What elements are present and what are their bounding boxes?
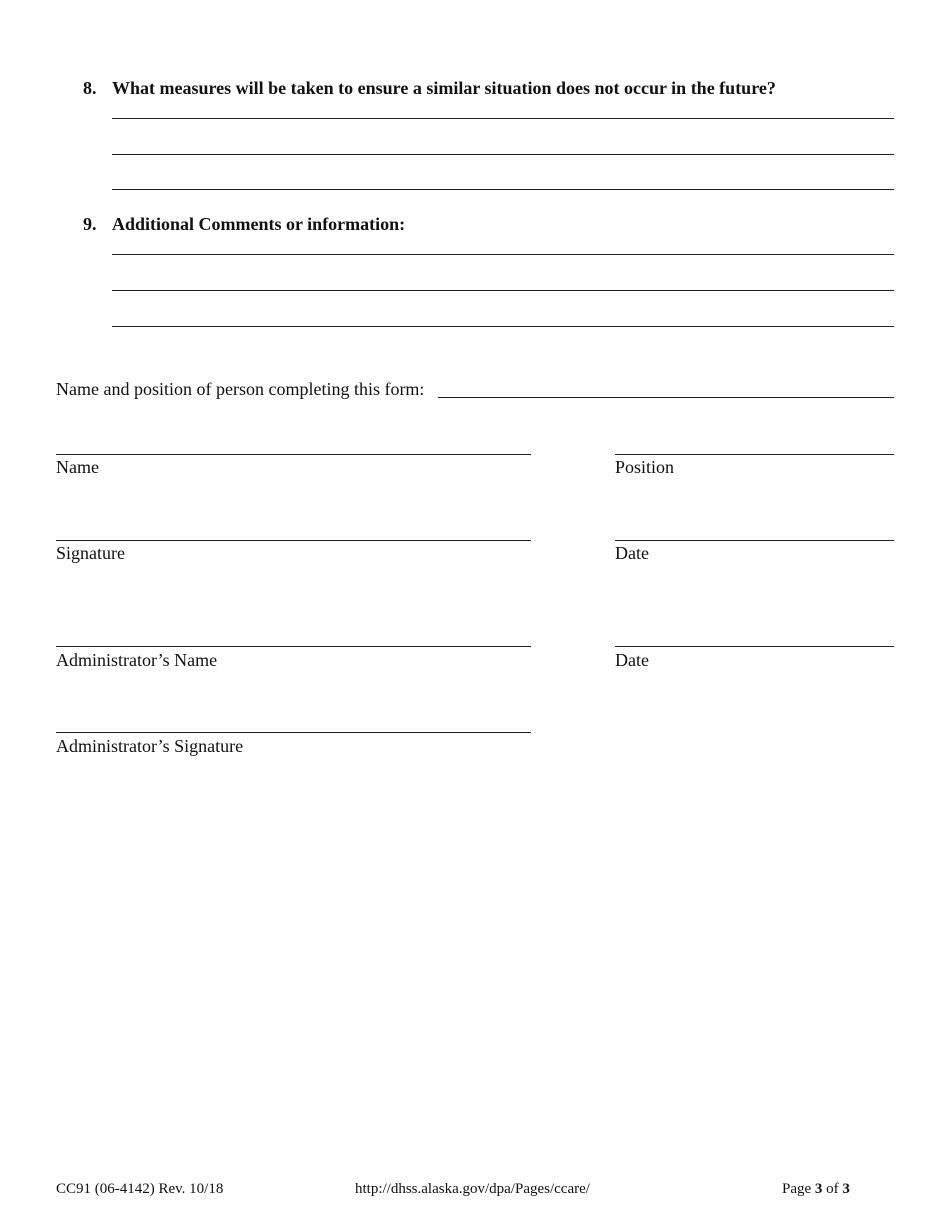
page-of: of: [826, 1181, 839, 1197]
footer-url: http://dhss.alaska.gov/dpa/Pages/ccare/: [355, 1181, 590, 1197]
position-label: Position: [615, 457, 675, 477]
signature-label: Signature: [56, 543, 125, 563]
page-total: 3: [842, 1181, 850, 1197]
date-field-line[interactable]: [615, 540, 894, 541]
admin-date-label: Date: [615, 650, 649, 670]
completer-field-line[interactable]: [438, 397, 894, 398]
question-8-text: What measures will be taken to ensure a similar situation does not occur in the future?: [112, 78, 776, 98]
question-9-number: 9.: [83, 214, 97, 234]
admin-name-field-line[interactable]: [56, 646, 531, 647]
admin-signature-label: Administrator’s Signature: [56, 736, 244, 756]
admin-name-label: Administrator’s Name: [56, 650, 218, 670]
signature-field-line[interactable]: [56, 540, 531, 541]
name-field-line[interactable]: [56, 454, 531, 455]
date-label: Date: [615, 543, 649, 563]
name-label: Name: [56, 457, 99, 477]
footer-form-id: CC91 (06-4142) Rev. 10/18: [56, 1181, 224, 1197]
answer-line-8-1[interactable]: [112, 118, 894, 119]
answer-line-9-3[interactable]: [112, 326, 894, 327]
page-prefix: Page: [782, 1181, 812, 1197]
answer-line-9-1[interactable]: [112, 254, 894, 255]
answer-line-8-3[interactable]: [112, 189, 894, 190]
admin-signature-field-line[interactable]: [56, 732, 531, 733]
question-8-number: 8.: [83, 78, 97, 98]
question-9-text: Additional Comments or information:: [112, 214, 406, 234]
admin-date-field-line[interactable]: [615, 646, 894, 647]
page-current: 3: [814, 1181, 823, 1197]
position-field-line[interactable]: [615, 454, 894, 455]
answer-line-8-2[interactable]: [112, 154, 894, 155]
answer-line-9-2[interactable]: [112, 290, 894, 291]
footer-page-number: [782, 1181, 850, 1198]
completer-label: Name and position of person completing this form:: [56, 379, 425, 399]
